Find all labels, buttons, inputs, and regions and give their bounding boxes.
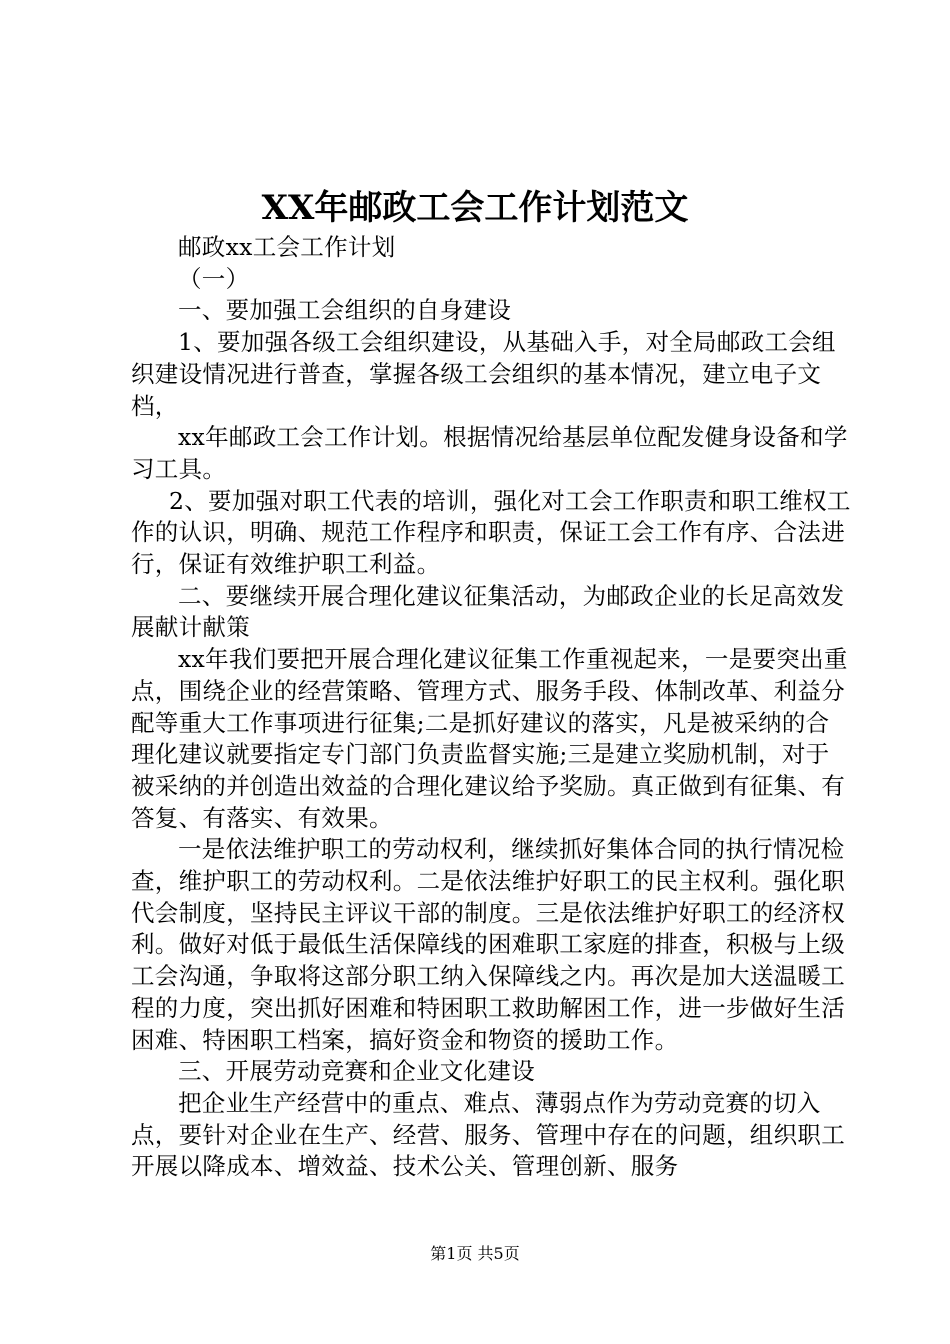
paragraph-subtitle: 邮政xx工会工作计划 <box>178 233 396 261</box>
paragraph-rights: 一是依法维护职工的劳动权利，继续抓好集体合同的执行情况检查，维护职工的劳动权利。二是依法维护好职工的民主权利。强化职代会制度，坚持民主评议干部的制度。三是依法维护好职工的经济权利。做好对低于最低生活保障线的困难职工家庭的排查，积极与上级工会沟通，争取将这部分职工纳入保障线之内。再次是加大送温暖工程的力度，突出抓好困难和特困职工救助解困工作，进一步做好生活困难、特困职工档案，搞好资金和物资的援助工作。 <box>131 835 845 1054</box>
heading-section-2: 二、要继续开展合理化建议征集活动，为邮政企业的长足高效发展献计献策 <box>131 581 845 642</box>
paragraph-item-1: 1、要加强各级工会组织建设，从基础入手，对全局邮政工会组织建设情况进行普查，掌握各级工会组织的基本情况，建立电子文档， <box>131 328 836 420</box>
page-footer: 第1页 共5页 <box>430 1244 520 1263</box>
paragraph-section-2-body: xx年我们要把开展合理化建议征集工作重视起来，一是要突出重点，围绕企业的经营策略、管理方式、服务手段、体制改革、利益分配等重大工作事项进行征集;二是抓好建议的落实，凡是被采纳的合理化建议就要指定专门部门负责监督实施;三是建立奖励机制，对于被采纳的并创造出效益的合理化建议给予奖励。真正做到有征集、有答复、有落实、有效果。 <box>131 645 848 832</box>
document-title: XX年邮政工会工作计划范文 <box>261 188 689 228</box>
paragraph-section-3-body: 把企业生产经营中的重点、难点、薄弱点作为劳动竞赛的切入点，要针对企业在生产、经营、服务、管理中存在的问题，组织职工开展以降成本、增效益、技术公关、管理创新、服务 <box>131 1088 845 1181</box>
heading-section-3: 三、开展劳动竞赛和企业文化建设 <box>178 1057 535 1086</box>
paragraph-item-1-cont: xx年邮政工会工作计划。根据情况给基层单位配发健身设备和学习工具。 <box>131 423 848 483</box>
paragraph-section-number: （一） <box>178 264 250 293</box>
paragraph-item-2: 2、要加强对职工代表的培训，强化对工会工作职责和职工维权工作的认识，明确、规范工作程序和职责，保证工会工作有序、合法进行，保证有效维护职工利益。 <box>131 486 851 579</box>
document-body <box>131 232 851 1183</box>
heading-section-1: 一、要加强工会组织的自身建设 <box>178 296 512 325</box>
